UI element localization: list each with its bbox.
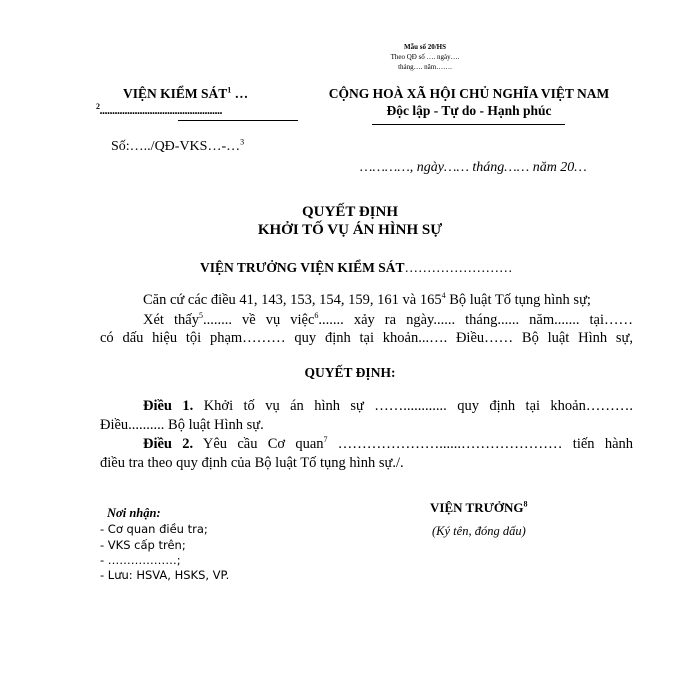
signer-title	[430, 500, 528, 516]
chief-prosecutor-dots: ……………………	[404, 260, 513, 275]
national-title: CỘNG HOÀ XÃ HỘI CHỦ NGHĨA VIỆT NAM	[328, 86, 610, 101]
form-code-number: Mẫu số 20/HS	[403, 43, 446, 51]
legal-basis-tail: Bộ luật Tố tụng hình sự;	[445, 292, 591, 308]
article-2-tail: …………………......………………… tiến hành	[327, 436, 634, 452]
article-1-continued: Điều.......... Bộ luật Hình sự.	[100, 417, 264, 433]
article-2-continued: điều tra theo quy định của Bộ luật Tố tụng hình sự./.	[100, 455, 404, 471]
form-code	[370, 42, 480, 72]
signer-title-text: VIỆN TRƯỞNG	[430, 500, 524, 515]
footnote-ref-3: 3	[240, 137, 245, 147]
document-title: QUYẾT ĐỊNH	[302, 204, 398, 220]
chief-prosecutor-label: VIỆN TRƯỞNG VIỆN KIỂM SÁT	[200, 260, 405, 275]
article-1-label: Điều 1.	[143, 398, 194, 414]
footnote-ref-6: 6	[314, 311, 319, 321]
form-code-date: tháng…. năm…….	[398, 63, 452, 71]
recipient-item: - VKS cấp trên;	[100, 538, 186, 552]
consideration-start: Xét thấy	[143, 312, 199, 328]
consideration-date-place: ....... xảy ra ngày...... tháng...... năm....... tại……	[318, 312, 633, 328]
footnote-ref-1: 1	[227, 85, 232, 95]
footnote-ref-2: 2	[96, 102, 100, 111]
recipient-item: - Cơ quan điều tra;	[100, 522, 208, 536]
issuing-agency	[123, 86, 248, 102]
footnote-ref-8: 8	[523, 499, 528, 509]
footnote-ref-5: 5	[198, 311, 203, 321]
document-subtitle: KHỞI TỐ VỤ ÁN HÌNH SỰ	[257, 222, 443, 238]
issuing-unit-dots: .................................................	[99, 103, 222, 117]
footnote-ref-7: 7	[323, 435, 328, 445]
article-1	[143, 398, 633, 415]
article-1-text: Khởi tố vụ án hình sự ……............ quy định tại khoản……….	[193, 398, 633, 414]
article-2-label: Điều 2.	[143, 436, 194, 452]
agency-name-dots: …	[231, 86, 249, 101]
signature-instruction: (Ký tên, đóng dấu)	[432, 524, 526, 538]
place-date-line: …………, ngày…… tháng…… năm 20…	[360, 160, 587, 175]
recipients-title: Nơi nhận:	[107, 506, 161, 520]
issuing-unit	[96, 103, 222, 118]
national-motto: Độc lập - Tự do - Hạnh phúc	[386, 103, 552, 118]
agency-underline	[178, 120, 298, 121]
legal-basis-line	[143, 292, 633, 309]
chief-prosecutor-line	[200, 260, 513, 276]
crime-indication-line	[100, 330, 633, 347]
crime-indication-text: có dấu hiệu tội phạm……… quy định tại khoản...…. Điều…… Bộ luật Hình sự,	[100, 330, 633, 346]
document-number-text: Số:…../QĐ-VKS…-…	[111, 139, 241, 154]
recipient-item: - ………………;	[100, 553, 181, 567]
decision-heading: QUYẾT ĐỊNH:	[304, 365, 396, 380]
consideration-line	[143, 312, 633, 329]
form-code-decision: Theo QĐ số …. ngày….	[390, 53, 460, 61]
consideration-incident: ........ về vụ việc	[202, 312, 315, 328]
document-number	[111, 139, 244, 155]
motto-underline	[372, 124, 565, 125]
recipient-item: - Lưu: HSVA, HSKS, VP.	[100, 568, 230, 582]
legal-basis-text: Căn cứ các điều 41, 143, 153, 154, 159, 161 và 165	[143, 292, 442, 308]
article-2	[143, 436, 633, 453]
article-2-text: Yêu cầu Cơ quan	[193, 436, 324, 452]
agency-name: VIỆN KIỂM SÁT	[123, 86, 228, 101]
footnote-ref-4: 4	[441, 291, 446, 301]
